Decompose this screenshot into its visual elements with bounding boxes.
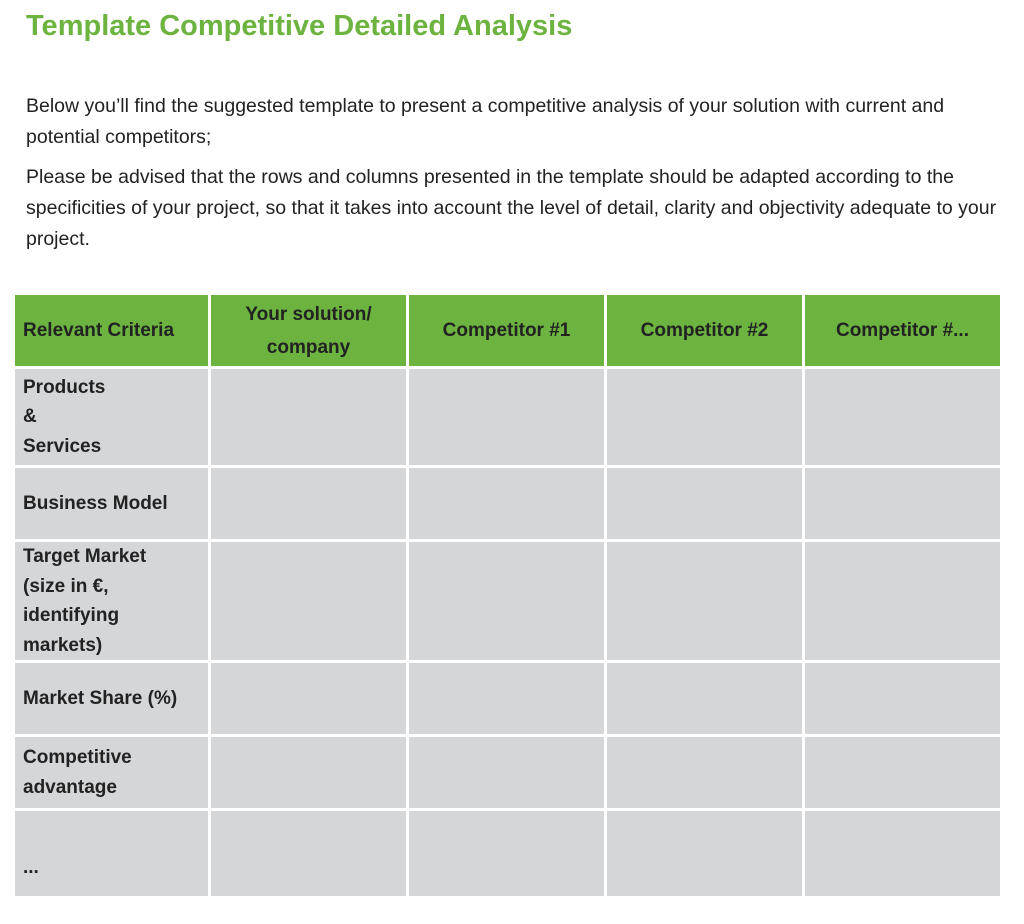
empty-cell[interactable]: [805, 542, 1000, 660]
intro-text: [26, 91, 1020, 264]
competitive-analysis-table: [12, 292, 1003, 899]
empty-cell[interactable]: [211, 468, 406, 539]
header-competitor-2: Competitor #2: [607, 295, 802, 366]
empty-cell[interactable]: [607, 542, 802, 660]
criteria-label: Target Market (size in €, identifying markets): [23, 546, 147, 656]
table-row: [15, 542, 1000, 660]
header-competitor-n: Competitor #...: [805, 295, 1000, 366]
empty-cell[interactable]: [607, 737, 802, 808]
empty-cell[interactable]: [211, 369, 406, 465]
criteria-cell: [15, 663, 208, 734]
empty-cell[interactable]: [805, 737, 1000, 808]
criteria-cell: [15, 369, 208, 465]
empty-cell[interactable]: [211, 811, 406, 896]
criteria-cell: [15, 542, 208, 660]
empty-cell[interactable]: [607, 663, 802, 734]
intro-paragraph: Below you’ll find the suggested template to present a competitive analysis of your solution with current and potential competitors;: [26, 95, 945, 148]
header-relevant-criteria: Relevant Criteria: [15, 295, 208, 366]
empty-cell[interactable]: [805, 663, 1000, 734]
empty-cell[interactable]: [607, 811, 802, 896]
empty-cell[interactable]: [409, 542, 604, 660]
table-row: [15, 811, 1000, 896]
empty-cell[interactable]: [211, 663, 406, 734]
table-row: [15, 468, 1000, 539]
page-title: Template Competitive Detailed Analysis: [26, 10, 573, 42]
empty-cell[interactable]: [607, 369, 802, 465]
criteria-cell: [15, 811, 208, 896]
criteria-label: Competitive advantage: [23, 747, 132, 798]
table-row: [15, 369, 1000, 465]
table-row: [15, 737, 1000, 808]
empty-cell[interactable]: [409, 811, 604, 896]
table-header-row: [15, 295, 1000, 366]
header-your-solution: Your solution/ company: [211, 295, 406, 366]
empty-cell[interactable]: [409, 663, 604, 734]
empty-cell[interactable]: [409, 737, 604, 808]
criteria-cell: [15, 737, 208, 808]
empty-cell[interactable]: [607, 468, 802, 539]
empty-cell[interactable]: [805, 369, 1000, 465]
advice-paragraph: Please be advised that the rows and columns presented in the template should be adapted according to the specificities of your project, so that it takes into account the level of detail, clarity and objectivity adequate to your project.: [26, 166, 997, 250]
empty-cell[interactable]: [211, 542, 406, 660]
empty-cell[interactable]: [805, 811, 1000, 896]
empty-cell[interactable]: [409, 369, 604, 465]
criteria-label: Business Model: [23, 492, 168, 514]
empty-cell[interactable]: [409, 468, 604, 539]
criteria-label: Products & Services: [23, 376, 106, 457]
criteria-cell: [15, 468, 208, 539]
empty-cell[interactable]: [211, 737, 406, 808]
criteria-label: ...: [23, 856, 39, 878]
criteria-label: Market Share (%): [23, 687, 178, 709]
header-competitor-1: Competitor #1: [409, 295, 604, 366]
empty-cell[interactable]: [805, 468, 1000, 539]
table-row: [15, 663, 1000, 734]
